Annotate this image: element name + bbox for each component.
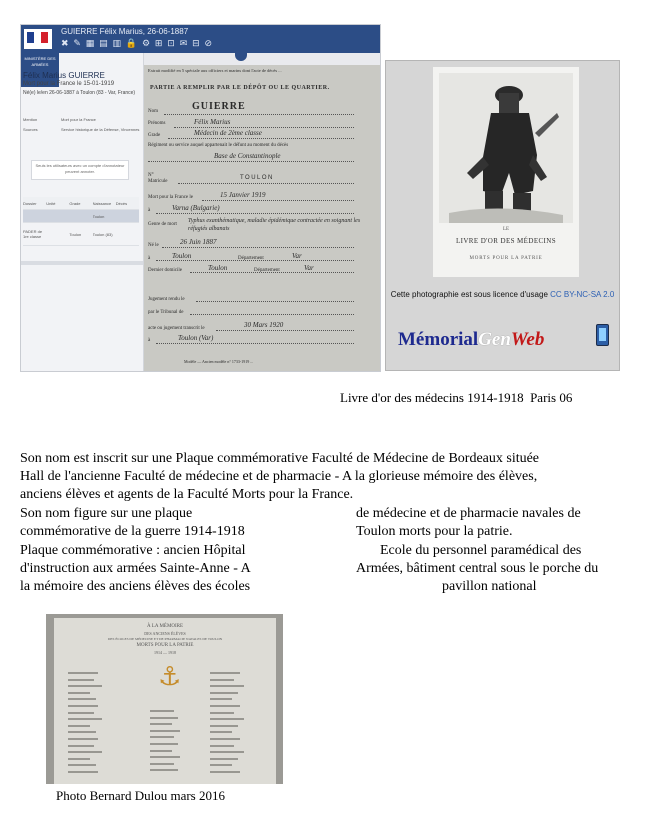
right-column-line: Toulon morts pour la patrie. — [356, 524, 513, 539]
engraved-name-line — [210, 738, 240, 740]
label-dernier-domicile: Dernier domicile — [148, 268, 183, 273]
table-row[interactable] — [23, 210, 139, 223]
engraved-name-line — [68, 685, 102, 687]
label-acte: acte ou jugement transcrit le — [148, 326, 205, 331]
plaque-line-5: 1914 — 1918 — [154, 650, 176, 655]
value-mort-le: 15 Janvier 1919 — [220, 191, 266, 199]
engraved-name-line — [210, 745, 234, 747]
record-table — [23, 197, 139, 246]
left-column-line: Plaque commémorative : ancien Hôpital — [20, 543, 246, 558]
label-departement: Département — [238, 256, 264, 261]
label-mort-le: Mort pour la France le — [148, 195, 193, 200]
label-departement-2: Département — [254, 268, 280, 273]
record-birth-line: Né(e) le/en 26-06-1887 à Toulon (83 - Var, France) — [23, 90, 136, 96]
table-header-row — [23, 197, 139, 210]
left-column-line: d'instruction aux armées Sainte-Anne - A — [20, 561, 251, 576]
value-genre-mort: Typhus exanthématique, maladie épidémique contractée en soignant les réfugiés albanais — [188, 218, 361, 232]
annotation-notice: Seuls les utilisateurs avec un compte d'annotateur peuvent annoter. — [31, 160, 129, 180]
engraved-name-line — [210, 771, 240, 773]
plaque-photo — [46, 614, 283, 784]
engraved-name-line — [68, 692, 90, 694]
brand-memorial: Mémorial — [398, 329, 479, 350]
ministere-armees-logo: MINISTÈRE DES ARMÉES — [21, 53, 59, 87]
engraved-name-line — [68, 718, 102, 720]
engraved-name-line — [210, 685, 244, 687]
value-acte: 30 Mars 1920 — [244, 321, 284, 329]
plaque-marble — [54, 618, 276, 784]
label-corps: Régiment ou service auquel appartenait le défunt au moment du décès — [148, 143, 289, 148]
certificate-header: Extrait modifié en 5 spéciale aux officiers et marins dont l'acte de décès ... — [148, 68, 282, 73]
value-departement-2: Var — [304, 264, 314, 272]
death-certificate-scan — [144, 65, 380, 371]
french-flag-logo — [24, 29, 52, 49]
panel-collapse-handle[interactable] — [235, 53, 247, 61]
left-column-line: commémorative de la guerre 1914-1918 — [20, 524, 245, 539]
value-lieu-deces: Varna (Bulgarie) — [172, 204, 220, 212]
table-cell: Toulon — [92, 213, 105, 219]
livre-caption: Livre d'or des médecins 1914-1918 Paris 06 — [340, 390, 573, 405]
engraved-name-line — [150, 730, 180, 732]
right-column-line: pavillon national — [442, 579, 537, 594]
paragraph-bordeaux-line-2: Hall de l'ancienne Faculté de médecine et de pharmacie - A la glorieuse mémoire des élèves, — [20, 469, 538, 484]
label-tribunal: par le Tribunal de — [148, 310, 184, 315]
photo-credit: Photo Bernard Dulou mars 2016 — [56, 788, 225, 803]
table-cell: PADER de 1re classe — [23, 229, 43, 239]
record-field-label: Sources — [23, 127, 38, 132]
engraved-name-line — [68, 738, 98, 740]
soldier-engraving-image — [439, 73, 573, 223]
engraved-name-line — [68, 679, 94, 681]
label-grade: Grade — [148, 133, 161, 138]
record-field-value: Mort pour la France — [61, 117, 96, 122]
engraved-name-line — [150, 743, 178, 745]
engraved-name-line — [150, 717, 178, 719]
engraved-name-line — [68, 698, 96, 700]
right-column-line: Armées, bâtiment central sous le porche du — [356, 561, 599, 576]
record-person-name: Félix Marius GUIERRE — [23, 71, 105, 80]
engraved-name-line — [68, 725, 90, 727]
engraved-name-line — [68, 705, 98, 707]
engraved-name-line — [210, 718, 244, 720]
brand-web: Web — [510, 329, 545, 350]
value-matricule: TOULON — [240, 175, 274, 181]
column-header: Grade — [69, 200, 81, 206]
label-matricule: N° Matricule — [148, 173, 168, 184]
label-lieu-deces: à — [148, 208, 151, 213]
engraved-name-line — [210, 725, 238, 727]
paragraph-bordeaux-line-1: Son nom est inscrit sur une Plaque commémorative Faculté de Médecine de Bordeaux située — [20, 451, 540, 466]
license-link[interactable]: CC BY-NC-SA 2.0 — [550, 290, 615, 299]
value-prenoms: Félix Marius — [194, 118, 231, 126]
table-cell: Toulon — [69, 231, 82, 237]
column-header: Décès — [115, 200, 128, 206]
livre-dor-screenshot — [385, 60, 620, 371]
engraved-name-line — [68, 771, 98, 773]
mobile-phone-icon[interactable] — [596, 324, 609, 346]
paragraph-bordeaux-line-3: anciens élèves et agents de la Faculté Morts pour la France. — [20, 487, 354, 502]
plaque-line-2: DES ANCIENS ÉLÈVES — [144, 631, 186, 636]
value-corps: Base de Constantinople — [214, 152, 281, 160]
engraved-name-line — [150, 710, 174, 712]
record-window-title: GUIERRE Félix Marius, 26-06-1887 — [61, 27, 189, 36]
license-label: Cette photographie est sous licence d'usage — [390, 290, 548, 299]
table-cell: Toulon (83) — [92, 231, 113, 237]
livre-dor-card — [433, 67, 579, 277]
left-column-line: Son nom figure sur une plaque — [20, 506, 193, 521]
engraved-name-line — [150, 769, 178, 771]
engraved-name-line — [210, 692, 238, 694]
plaque-line-1: À LA MÉMOIRE — [146, 624, 184, 629]
engraved-name-line — [210, 698, 232, 700]
label-ne-le: Né le — [148, 243, 159, 248]
engraved-name-line — [210, 764, 232, 766]
right-column-line: de médecine et de pharmacie navales de — [356, 506, 581, 521]
column-header: Dossier — [23, 200, 37, 206]
engraved-name-line — [150, 750, 172, 752]
table-row[interactable] — [23, 223, 139, 246]
certificate-footer: Modèle — Ancien modèle n° 1733-1919 ... — [184, 359, 254, 364]
engraved-name-line — [68, 712, 94, 714]
table-scrollbar[interactable] — [21, 261, 143, 265]
engraved-name-line — [210, 705, 240, 707]
engraved-name-line — [210, 712, 234, 714]
engraved-name-line — [68, 745, 94, 747]
memorialgenweb-logo[interactable] — [398, 329, 544, 351]
record-field-label: Mention — [23, 117, 38, 122]
value-grade: Médecin de 2ème classe — [194, 129, 262, 137]
value-departement: Var — [292, 252, 302, 260]
engraved-name-line — [150, 736, 174, 738]
card-le: LE — [502, 227, 510, 232]
record-death-line: Mort pour la France le 15-01-1919 — [23, 81, 115, 87]
value-ne-le: 26 Juin 1887 — [180, 238, 217, 246]
engraved-name-line — [68, 672, 98, 674]
label-lieu-acte: à — [148, 338, 151, 343]
engraved-name-line — [210, 679, 234, 681]
column-header: Unité — [46, 200, 56, 206]
engraved-name-line — [210, 758, 238, 760]
plaque-line-4: MORTS POUR LA PATRIE — [136, 643, 194, 648]
engraved-name-line — [210, 731, 232, 733]
left-column-line: la mémoire des anciens élèves des écoles — [20, 579, 251, 594]
engraved-name-line — [150, 763, 174, 765]
anchor-icon: ⚓ — [158, 662, 182, 692]
engraved-name-line — [68, 764, 96, 766]
column-header: Naissance — [92, 200, 112, 206]
record-field-value: Service historique de la Défense, Vincennes — [61, 127, 140, 132]
certificate-part-title: PARTIE A REMPLIR PAR LE DÉPÔT OU LE QUARTIER. — [150, 85, 330, 91]
label-prenoms: Prénoms — [148, 121, 166, 126]
record-toolbar-icons[interactable]: ✖ ✎ ▦ ▤ ▥ 🔒 ⚙ ⊞ ⊡ ✉ ⊟ ⊘ — [61, 39, 214, 49]
card-title: LIVRE D'OR DES MÉDECINS — [455, 237, 557, 245]
right-column-line: Ecole du personnel paramédical des — [380, 543, 582, 558]
engraved-name-line — [210, 672, 240, 674]
value-nom: GUIERRE — [192, 101, 246, 112]
engraved-name-line — [150, 723, 172, 725]
value-lieu-naissance: Toulon — [172, 252, 192, 260]
label-lieu-naissance: à — [148, 256, 151, 261]
label-jugement: Jugement rendu le — [148, 297, 185, 302]
engraved-name-line — [150, 756, 180, 758]
engraved-name-line — [68, 758, 90, 760]
soldier-illustration — [439, 73, 573, 223]
license-text — [386, 288, 619, 301]
value-lieu-acte: Toulon (Var) — [178, 334, 214, 342]
plaque-line-3: DES ÉCOLES DE MÉDECINE ET DE PHARMACIE NAVALES DE TOULON — [107, 637, 223, 641]
label-genre-mort: Genre de mort — [148, 222, 177, 227]
death-record-screenshot — [20, 24, 381, 372]
label-nom: Nom — [148, 109, 158, 114]
engraved-name-line — [68, 731, 96, 733]
card-subtitle: MORTS POUR LA PATRIE — [469, 256, 543, 261]
value-dernier-domicile: Toulon — [208, 264, 228, 272]
engraved-name-line — [210, 751, 244, 753]
engraved-name-line — [68, 751, 102, 753]
brand-gen: Gen — [478, 329, 511, 350]
